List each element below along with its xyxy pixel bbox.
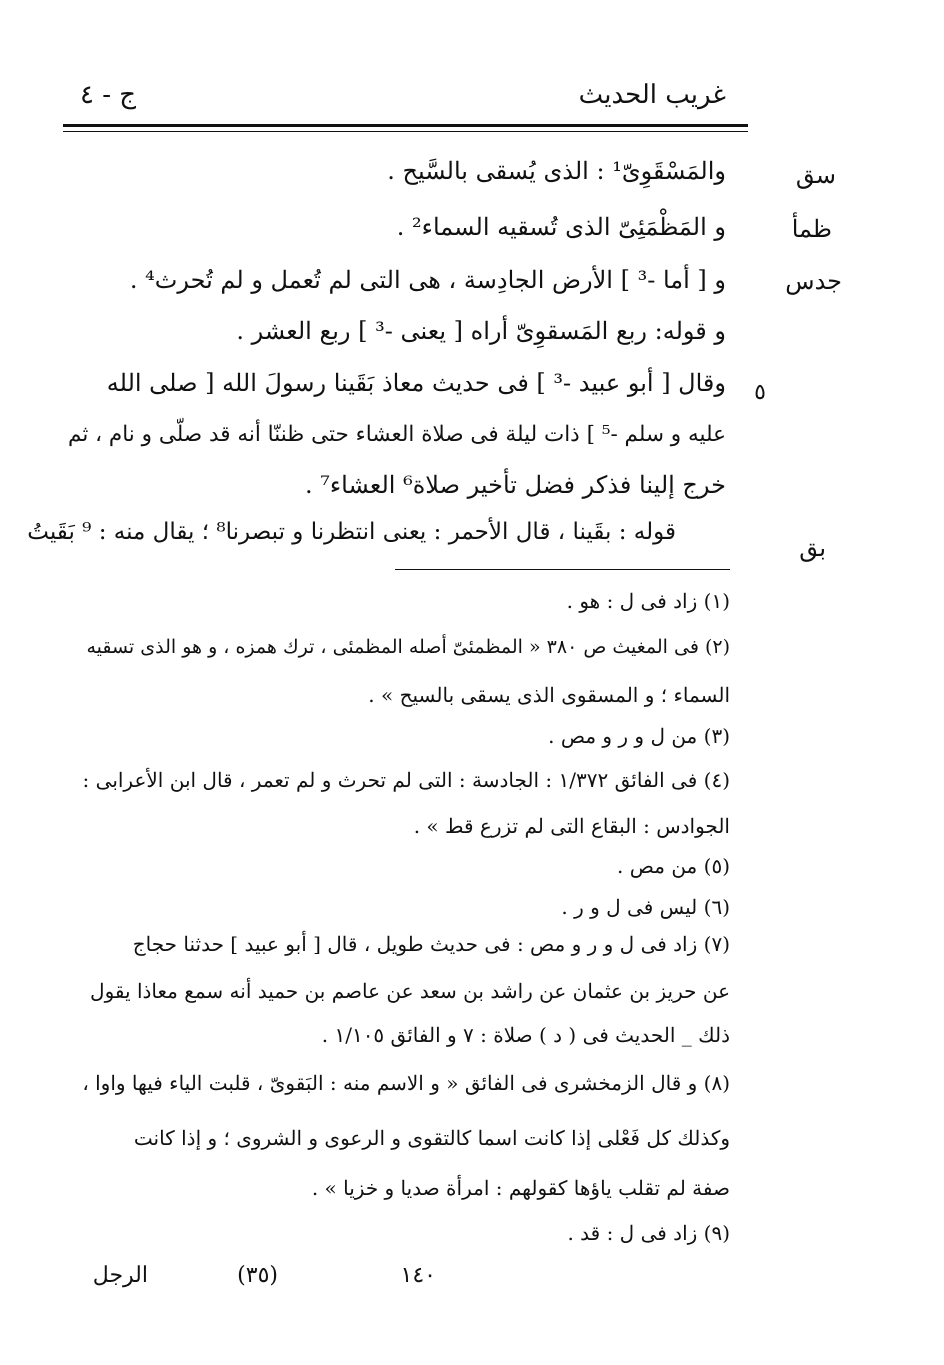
margin-root-jadas: جدس — [785, 267, 842, 295]
main-text-line: و قوله: ربع المَسقوِىّ أراه [ يعنى -³ ] ربع العشر . — [236, 317, 726, 345]
main-text-line: والمَسْقَوِىّ¹ : الذى يُسقى بالسَّيح . — [387, 157, 726, 185]
header-rule-thin — [63, 131, 748, 132]
volume-number: ج - ٤ — [80, 80, 137, 110]
main-text-line: خرج إلينا فذكر فضل تأخير صلاة⁶ العشاء⁷ . — [305, 471, 726, 499]
main-text-line: و المَظْمَئِىّ الذى تُسقيه السماء² . — [396, 213, 726, 241]
footnote-line: (١) زاد فى ل : هو . — [566, 589, 730, 613]
footnote-line: (٩) زاد فى ل : قد . — [567, 1221, 730, 1245]
footnote-line: وكذلك كل فَعْلى إذا كانت اسما كالتقوى و الرعوى و الشروى ؛ و إذا كانت — [133, 1126, 730, 1150]
page-number: ١٤٠ — [400, 1263, 436, 1288]
margin-root-saq: سق — [795, 161, 836, 189]
footnote-line: (٣) من ل و ر و مص . — [548, 724, 730, 748]
main-text-line: قوله : بقَينا ، قال الأحمر : يعنى انتظرنا و تبصرنا⁸ ؛ يقال منه : ⁹ بَقَيتُ — [27, 519, 676, 545]
footnote-line: صفة لم تقلب ياؤها كقولهم : امرأة صديا و خزيا » . — [311, 1176, 730, 1200]
footnote-line: (٨) و قال الزمخشرى فى الفائق « و الاسم منه : البَقوىّ ، قلبت الياء فيها واوا ، — [82, 1071, 730, 1095]
footnote-line: (٢) فى المغيث ص ٣٨٠ « المظمئىّ أصله المظمئى ، ترك همزه ، و هو الذى تسقيه — [86, 636, 730, 658]
catchword: الرجل — [92, 1263, 148, 1288]
footnote-line: (٤) فى الفائق ١/٣٧٢ : الجادسة : التى لم تحرث و لم تعمر ، قال ابن الأعرابى : — [82, 768, 730, 792]
main-text-line: عليه و سلم -⁵ ] ذات ليلة فى صلاة العشاء حتى ظننّا أنه قد صلّى و نام ، ثم — [68, 422, 726, 447]
line-number: ٥ — [754, 380, 766, 405]
footnote-separator — [395, 569, 730, 570]
footnote-line: الجوادس : البقاع التى لم تزرع قط » . — [413, 814, 730, 838]
footnote-line: (٧) زاد فى ل و ر و مص : فى حديث طويل ، قال [ أبو عبيد ] حدثنا حجاج — [132, 932, 730, 956]
footnote-line: (٥) من مص . — [617, 854, 730, 878]
margin-root-zama: ظمأ — [791, 215, 832, 243]
footnote-line: عن حريز بن عثمان عن راشد بن سعد عن عاصم بن حميد أنه سمع معاذا يقول — [90, 979, 730, 1003]
main-text-line: و [ أما -³ ] الأرض الجادِسة ، هى التى لم تُعمل و لم تُحرث⁴ . — [129, 266, 726, 294]
footnote-line: ذلك _ الحديث فى ( د ) صلاة : ٧ و الفائق ١/١٠٥ . — [321, 1023, 730, 1047]
main-text-line: وقال [ أبو عبيد -³ ] فى حديث معاذ بَقَينا رسولَ الله [ صلى الله — [106, 369, 726, 397]
footnote-line: السماء ؛ و المسقوى الذى يسقى بالسيح » . — [368, 683, 730, 707]
margin-root-baq: بق — [799, 534, 826, 562]
header-rule-thick — [63, 124, 748, 127]
running-title: غريب الحديث — [578, 80, 726, 110]
signature-mark: (٣٥) — [237, 1263, 278, 1288]
footnote-line: (٦) ليس فى ل و ر . — [561, 895, 730, 919]
